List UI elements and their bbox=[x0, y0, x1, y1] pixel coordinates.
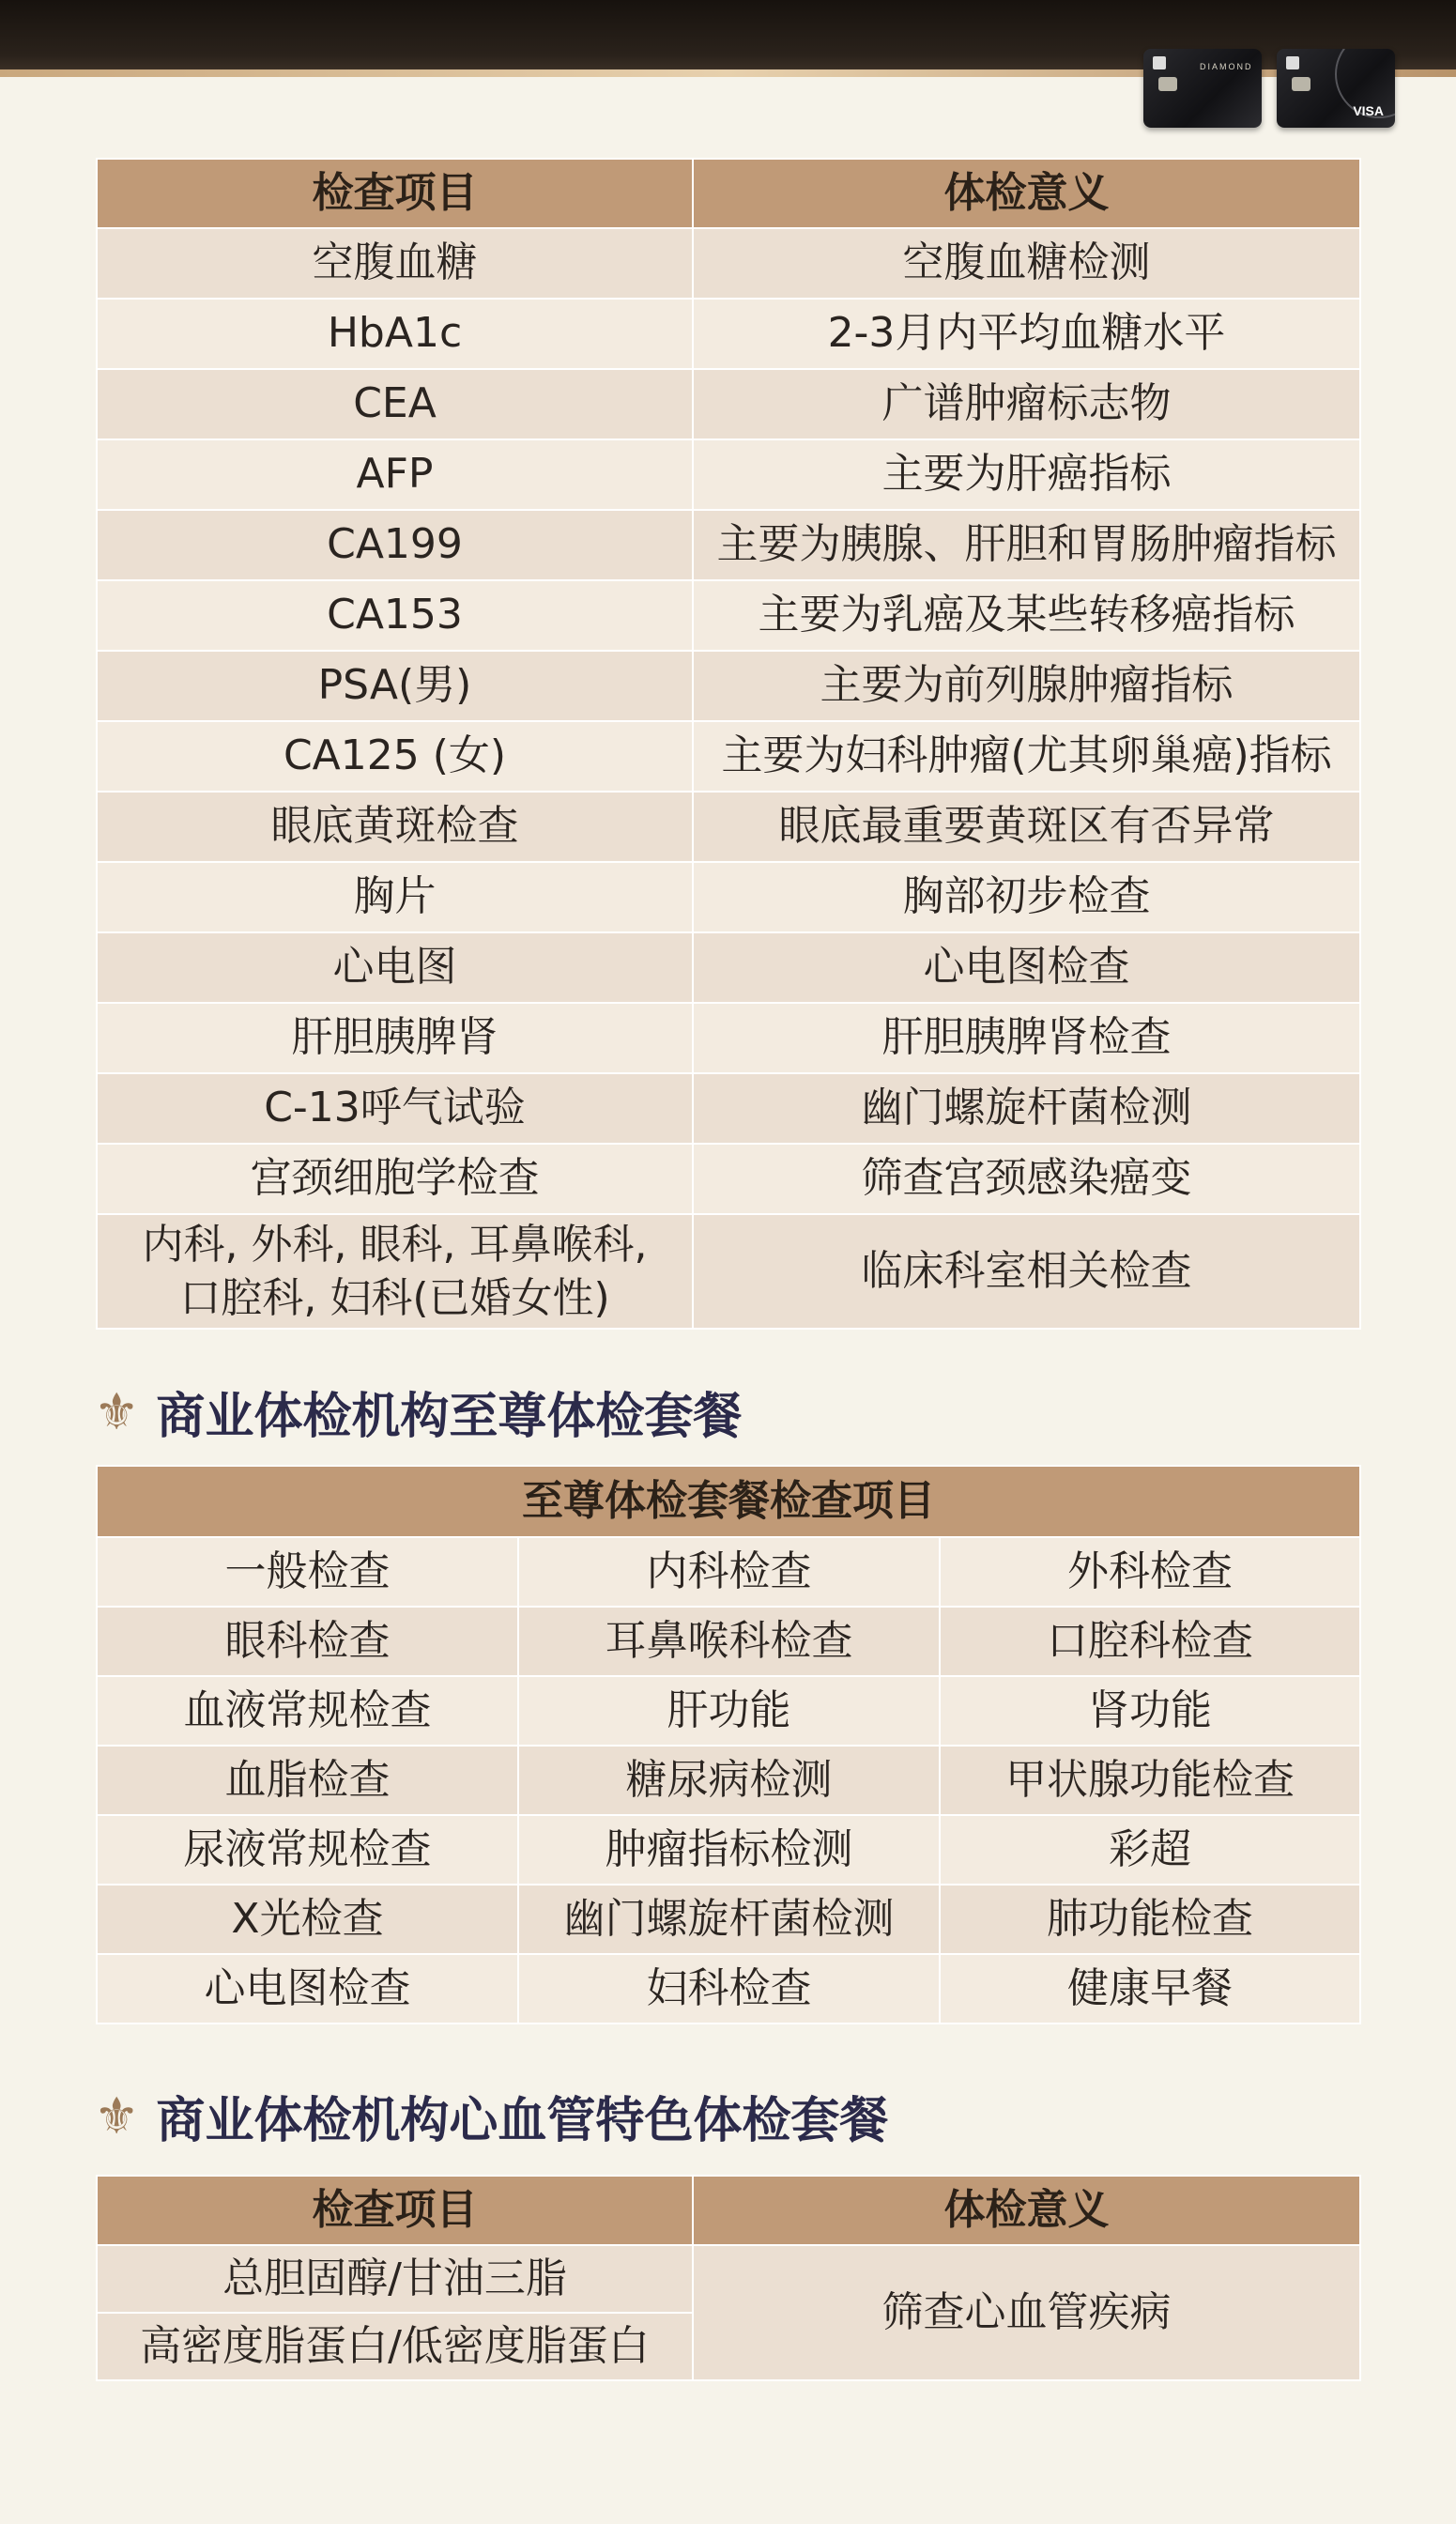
table-row bbox=[97, 228, 1360, 299]
meaning-cell: 心电图检查 bbox=[693, 932, 1360, 1003]
table-row bbox=[97, 721, 1360, 792]
item-cell: C-13呼气试验 bbox=[97, 1073, 693, 1144]
meaning-cell: 2-3月内平均血糖水平 bbox=[693, 299, 1360, 369]
table-row bbox=[97, 299, 1360, 369]
visa-logo: VISA bbox=[1353, 103, 1384, 118]
section-title bbox=[94, 1378, 742, 1444]
item-cell: HbA1c bbox=[97, 299, 693, 369]
meaning-cell: 筛查宫颈感染癌变 bbox=[693, 1144, 1360, 1214]
table-row bbox=[97, 1003, 1360, 1073]
table-row bbox=[97, 1676, 1360, 1746]
item-cell: 心电图 bbox=[97, 932, 693, 1003]
item-cell: 外科检查 bbox=[940, 1537, 1360, 1607]
bank-logo-icon bbox=[1286, 56, 1299, 69]
column-header-item: 检查项目 bbox=[97, 2176, 693, 2245]
meaning-cell: 眼底最重要黄斑区有否异常 bbox=[693, 792, 1360, 862]
item-cell: 妇科检查 bbox=[518, 1954, 940, 2024]
table-row bbox=[97, 862, 1360, 932]
card-name: DIAMOND bbox=[1200, 62, 1253, 71]
meaning-cell: 广谱肿瘤标志物 bbox=[693, 369, 1360, 439]
meaning-cell: 幽门螺旋杆菌检测 bbox=[693, 1073, 1360, 1144]
table-row bbox=[97, 792, 1360, 862]
item-cell: 口腔科检查 bbox=[940, 1607, 1360, 1676]
meaning-cell: 临床科室相关检查 bbox=[693, 1214, 1360, 1329]
section-title bbox=[94, 2083, 888, 2148]
item-cell: 总胆固醇/甘油三脂 bbox=[97, 2245, 693, 2313]
table-row bbox=[97, 1746, 1360, 1815]
item-cell: CA125 (女) bbox=[97, 721, 693, 792]
section-title-text: 商业体检机构至尊体检套餐 bbox=[156, 1388, 743, 1445]
item-cell: 耳鼻喉科检查 bbox=[518, 1607, 940, 1676]
meaning-cell: 肝胆胰脾肾检查 bbox=[693, 1003, 1360, 1073]
table-row bbox=[97, 1073, 1360, 1144]
item-cell: 肾功能 bbox=[940, 1676, 1360, 1746]
item-cell: 内科检查 bbox=[518, 1537, 940, 1607]
table-row bbox=[97, 1144, 1360, 1214]
table-row bbox=[97, 1954, 1360, 2024]
item-cell: 糖尿病检测 bbox=[518, 1746, 940, 1815]
meaning-cell: 主要为肝癌指标 bbox=[693, 439, 1360, 510]
item-line: 内科, 外科, 眼科, 耳鼻喉科, bbox=[142, 1220, 648, 1269]
column-header-item: 检查项目 bbox=[97, 159, 693, 228]
fleur-de-lis-icon: ⚜ bbox=[94, 1381, 140, 1441]
table-row bbox=[97, 439, 1360, 510]
item-cell: 甲状腺功能检查 bbox=[940, 1746, 1360, 1815]
item-cell: CEA bbox=[97, 369, 693, 439]
bank-logo-icon bbox=[1153, 56, 1166, 69]
item-cell: AFP bbox=[97, 439, 693, 510]
table-row bbox=[97, 1537, 1360, 1607]
table-row bbox=[97, 1885, 1360, 1954]
table-row bbox=[97, 580, 1360, 651]
item-cell: 肿瘤指标检测 bbox=[518, 1815, 940, 1885]
table-row bbox=[97, 1214, 1360, 1329]
item-cell: 彩超 bbox=[940, 1815, 1360, 1885]
meaning-cell: 主要为乳癌及某些转移癌指标 bbox=[693, 580, 1360, 651]
meaning-cell: 空腹血糖检测 bbox=[693, 228, 1360, 299]
item-cell: X光检查 bbox=[97, 1885, 518, 1954]
item-cell: 宫颈细胞学检查 bbox=[97, 1144, 693, 1214]
column-header-meaning: 体检意义 bbox=[693, 159, 1360, 228]
item-cell: 眼底黄斑检查 bbox=[97, 792, 693, 862]
item-cell: 肺功能检查 bbox=[940, 1885, 1360, 1954]
chip-icon bbox=[1158, 77, 1177, 91]
table-row bbox=[97, 1815, 1360, 1885]
credit-card-image-visa bbox=[1277, 49, 1395, 128]
item-cell: PSA(男) bbox=[97, 651, 693, 721]
table-row bbox=[97, 2245, 1360, 2313]
table-row bbox=[97, 369, 1360, 439]
item-cell: CA199 bbox=[97, 510, 693, 580]
item-cell: 空腹血糖 bbox=[97, 228, 693, 299]
item-cell: 幽门螺旋杆菌检测 bbox=[518, 1885, 940, 1954]
table-row bbox=[97, 932, 1360, 1003]
item-cell: 血液常规检查 bbox=[97, 1676, 518, 1746]
item-cell bbox=[97, 1214, 693, 1329]
item-cell: 心电图检查 bbox=[97, 1954, 518, 2024]
exam-items-table bbox=[96, 158, 1361, 1330]
table-row bbox=[97, 651, 1360, 721]
item-cell: 胸片 bbox=[97, 862, 693, 932]
item-line: 口腔科, 妇科(已婚女性) bbox=[179, 1274, 610, 1322]
column-header-meaning: 体检意义 bbox=[693, 2176, 1360, 2245]
meaning-cell: 主要为前列腺肿瘤指标 bbox=[693, 651, 1360, 721]
meaning-cell: 筛查心血管疾病 bbox=[693, 2245, 1360, 2380]
supreme-package-table bbox=[96, 1465, 1361, 2024]
meaning-cell: 主要为胰腺、肝胆和胃肠肿瘤指标 bbox=[693, 510, 1360, 580]
item-cell: 肝胆胰脾肾 bbox=[97, 1003, 693, 1073]
chip-icon bbox=[1292, 77, 1310, 91]
meaning-cell: 胸部初步检查 bbox=[693, 862, 1360, 932]
item-cell: 尿液常规检查 bbox=[97, 1815, 518, 1885]
item-cell: 血脂检查 bbox=[97, 1746, 518, 1815]
meaning-cell: 主要为妇科肿瘤(尤其卵巢癌)指标 bbox=[693, 721, 1360, 792]
item-cell: 肝功能 bbox=[518, 1676, 940, 1746]
table-row bbox=[97, 510, 1360, 580]
item-cell: 眼科检查 bbox=[97, 1607, 518, 1676]
item-cell: 一般检查 bbox=[97, 1537, 518, 1607]
fleur-de-lis-icon: ⚜ bbox=[94, 2085, 140, 2146]
item-cell: 高密度脂蛋白/低密度脂蛋白 bbox=[97, 2313, 693, 2380]
table-row bbox=[97, 1607, 1360, 1676]
cardio-package-table bbox=[96, 2175, 1361, 2381]
table-header: 至尊体检套餐检查项目 bbox=[97, 1466, 1360, 1537]
item-cell: 健康早餐 bbox=[940, 1954, 1360, 2024]
credit-card-image-diamond bbox=[1143, 49, 1262, 128]
section-title-text: 商业体检机构心血管特色体检套餐 bbox=[156, 2092, 889, 2149]
item-cell: CA153 bbox=[97, 580, 693, 651]
